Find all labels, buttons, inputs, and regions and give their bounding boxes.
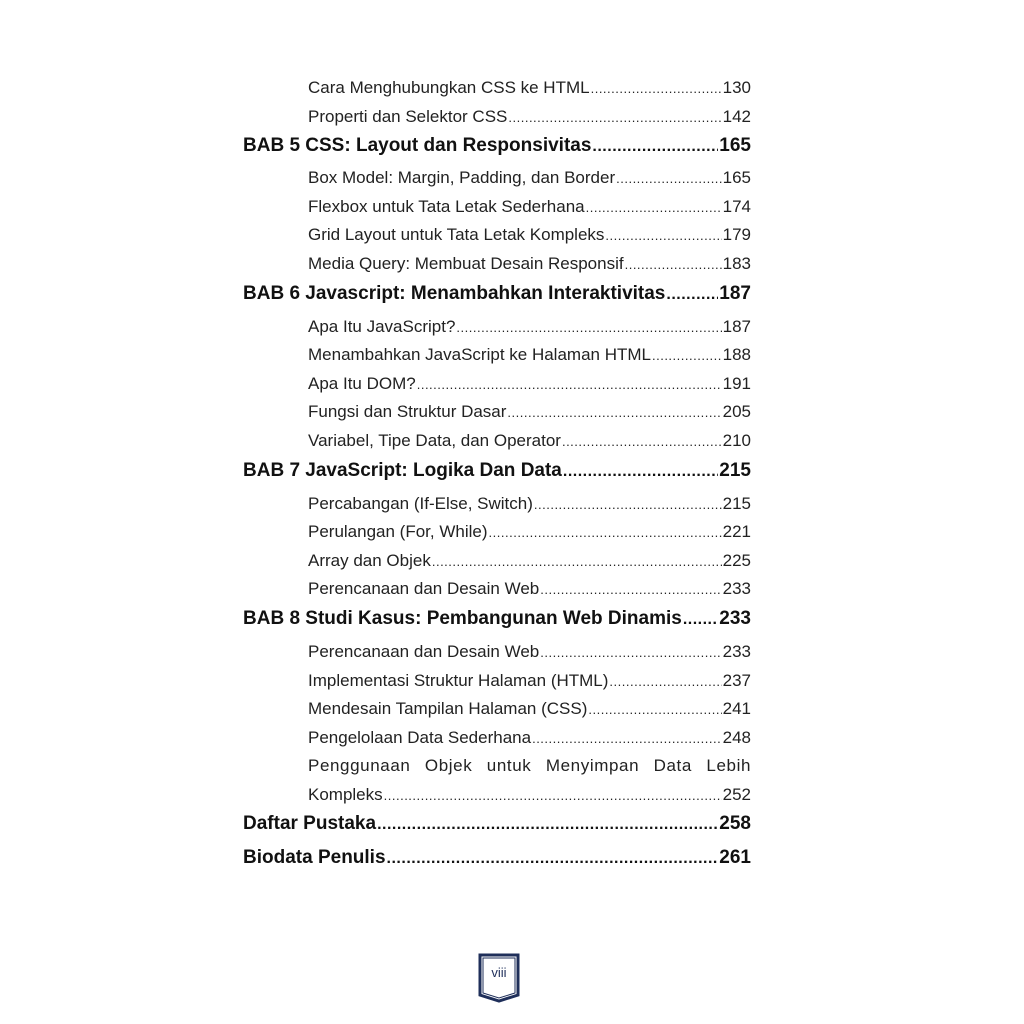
toc-entry-page: 210 — [722, 430, 751, 450]
toc-entry[interactable] — [308, 575, 751, 604]
toc-entry[interactable] — [308, 490, 751, 519]
toc-entry[interactable] — [308, 518, 751, 547]
toc-entry-title: Apa Itu DOM? — [308, 373, 416, 393]
dot-leader — [562, 428, 722, 457]
dot-leader — [563, 457, 718, 487]
dot-leader — [384, 782, 722, 811]
toc-entry[interactable] — [308, 250, 751, 279]
toc-chapter-7[interactable] — [243, 456, 751, 486]
dot-leader — [605, 222, 721, 251]
toc-entry[interactable] — [308, 221, 751, 250]
toc-entry[interactable] — [308, 313, 751, 342]
toc-entry-title: Box Model: Margin, Padding, dan Border — [308, 168, 616, 188]
dot-leader — [377, 810, 718, 840]
toc-biodata-penulis[interactable] — [243, 843, 751, 873]
dot-leader — [432, 548, 722, 577]
toc-entry[interactable] — [308, 695, 751, 724]
toc-entry-page: 179 — [722, 225, 751, 245]
dot-leader — [609, 668, 721, 697]
dot-leader — [540, 576, 721, 605]
toc-chapter-6[interactable] — [243, 279, 751, 309]
toc-entry-title: Fungsi dan Struktur Dasar — [308, 402, 507, 422]
toc-entry[interactable] — [308, 193, 751, 222]
toc-entry-title: Cara Menghubungkan CSS ke HTML — [308, 78, 590, 97]
dot-leader — [666, 280, 718, 310]
chapter-title: BAB 7 JavaScript: Logika Dan Data — [243, 459, 562, 481]
toc-entry-page: 233 — [722, 579, 751, 599]
toc-entry-title: Array dan Objek — [308, 550, 431, 570]
toc-entry-title: Perencanaan dan Desain Web — [308, 579, 540, 599]
toc-entry[interactable] — [308, 103, 751, 132]
dot-leader — [616, 165, 722, 194]
toc-entry-page: 191 — [722, 373, 751, 393]
toc-chapter-5[interactable] — [243, 131, 751, 161]
back-matter-page: 261 — [719, 847, 751, 869]
toc-chapter-8[interactable] — [243, 604, 751, 634]
toc-entry-title: Percabangan (If-Else, Switch) — [308, 493, 533, 513]
toc-entry[interactable] — [308, 667, 751, 696]
dot-leader — [540, 639, 721, 668]
toc-entry-page: 241 — [722, 699, 751, 719]
chapter-title: BAB 8 Studi Kasus: Pembangunan Web Dinamis — [243, 607, 682, 629]
toc-entry-page: 174 — [722, 196, 751, 216]
toc-entry-page: 165 — [722, 168, 751, 188]
dot-leader — [489, 519, 722, 548]
toc-entry[interactable] — [308, 370, 751, 399]
toc-entry-title: Flexbox untuk Tata Letak Sederhana — [308, 196, 585, 216]
toc-entry-page: 248 — [722, 727, 751, 747]
toc-entry-title: Mendesain Tampilan Halaman (CSS) — [308, 699, 588, 719]
toc-entry-title: Variabel, Tipe Data, dan Operator — [308, 430, 561, 450]
dot-leader — [625, 251, 722, 280]
chapter-page: 165 — [719, 135, 751, 157]
toc-entry-title: Media Query: Membuat Desain Responsif — [308, 253, 624, 273]
dot-leader — [591, 75, 722, 104]
chapter-page: 233 — [719, 607, 751, 629]
toc-entry[interactable] — [308, 398, 751, 427]
back-matter-title: Daftar Pustaka — [243, 813, 377, 835]
toc-entry-title: Implementasi Struktur Halaman (HTML) — [308, 670, 609, 690]
toc-entry-page: 130 — [722, 78, 751, 97]
dot-leader — [683, 605, 718, 635]
dot-leader — [534, 491, 722, 520]
toc-entry-title: Grid Layout untuk Tata Letak Kompleks — [308, 225, 605, 245]
chapter-title: BAB 6 Javascript: Menambahkan Interaktivitas — [243, 282, 666, 304]
dot-leader — [592, 132, 718, 162]
toc-entry-page: 188 — [722, 345, 751, 365]
toc-entry[interactable] — [308, 164, 751, 193]
toc-entry[interactable] — [308, 724, 751, 753]
toc-entry[interactable] — [308, 547, 751, 576]
dot-leader — [387, 844, 719, 874]
toc-entry-title: Perencanaan dan Desain Web — [308, 641, 540, 661]
back-matter-title: Biodata Penulis — [243, 847, 386, 869]
toc-entry-title: Properti dan Selektor CSS — [308, 106, 508, 126]
toc-entry-title: Perulangan (For, While) — [308, 522, 488, 542]
dot-leader — [508, 104, 721, 133]
chapter-page: 187 — [719, 282, 751, 304]
dot-leader — [652, 342, 722, 371]
toc-entry-title-line2: Kompleks — [308, 784, 383, 804]
toc-daftar-pustaka[interactable] — [243, 809, 751, 839]
toc-entry-page: 183 — [722, 253, 751, 273]
toc-entry-page: 233 — [722, 641, 751, 661]
dot-leader — [417, 371, 722, 400]
dot-leader — [456, 314, 721, 343]
back-matter-page: 258 — [719, 813, 751, 835]
toc-entry[interactable] — [308, 74, 751, 103]
toc-entry-page: 187 — [722, 316, 751, 336]
toc-entry-page: 252 — [722, 784, 751, 804]
dot-leader — [532, 725, 722, 754]
toc-entry-page: 205 — [722, 402, 751, 422]
table-of-contents — [243, 74, 751, 873]
dot-leader — [588, 696, 721, 725]
toc-entry[interactable] — [308, 427, 751, 456]
toc-entry-wrapped[interactable] — [308, 752, 751, 809]
chapter-page: 215 — [719, 459, 751, 481]
page-number: viii — [491, 965, 507, 980]
chapter-title: BAB 5 CSS: Layout dan Responsivitas — [243, 135, 592, 157]
toc-entry-page: 221 — [722, 522, 751, 542]
toc-entry-title-line1: Penggunaan Objek untuk Menyimpan Data Lebih — [308, 756, 751, 776]
toc-entry[interactable] — [308, 638, 751, 667]
page-number-badge — [478, 953, 520, 1003]
toc-entry-title: Apa Itu JavaScript? — [308, 316, 456, 336]
dot-leader — [507, 399, 721, 428]
toc-entry-page: 142 — [722, 106, 751, 126]
toc-entry-title: Pengelolaan Data Sederhana — [308, 727, 532, 747]
toc-entry-page: 225 — [722, 550, 751, 570]
toc-entry-title: Menambahkan JavaScript ke Halaman HTML — [308, 345, 651, 365]
toc-entry-page: 237 — [722, 670, 751, 690]
toc-entry-page: 215 — [722, 493, 751, 513]
toc-entry[interactable] — [308, 341, 751, 370]
dot-leader — [586, 194, 722, 223]
